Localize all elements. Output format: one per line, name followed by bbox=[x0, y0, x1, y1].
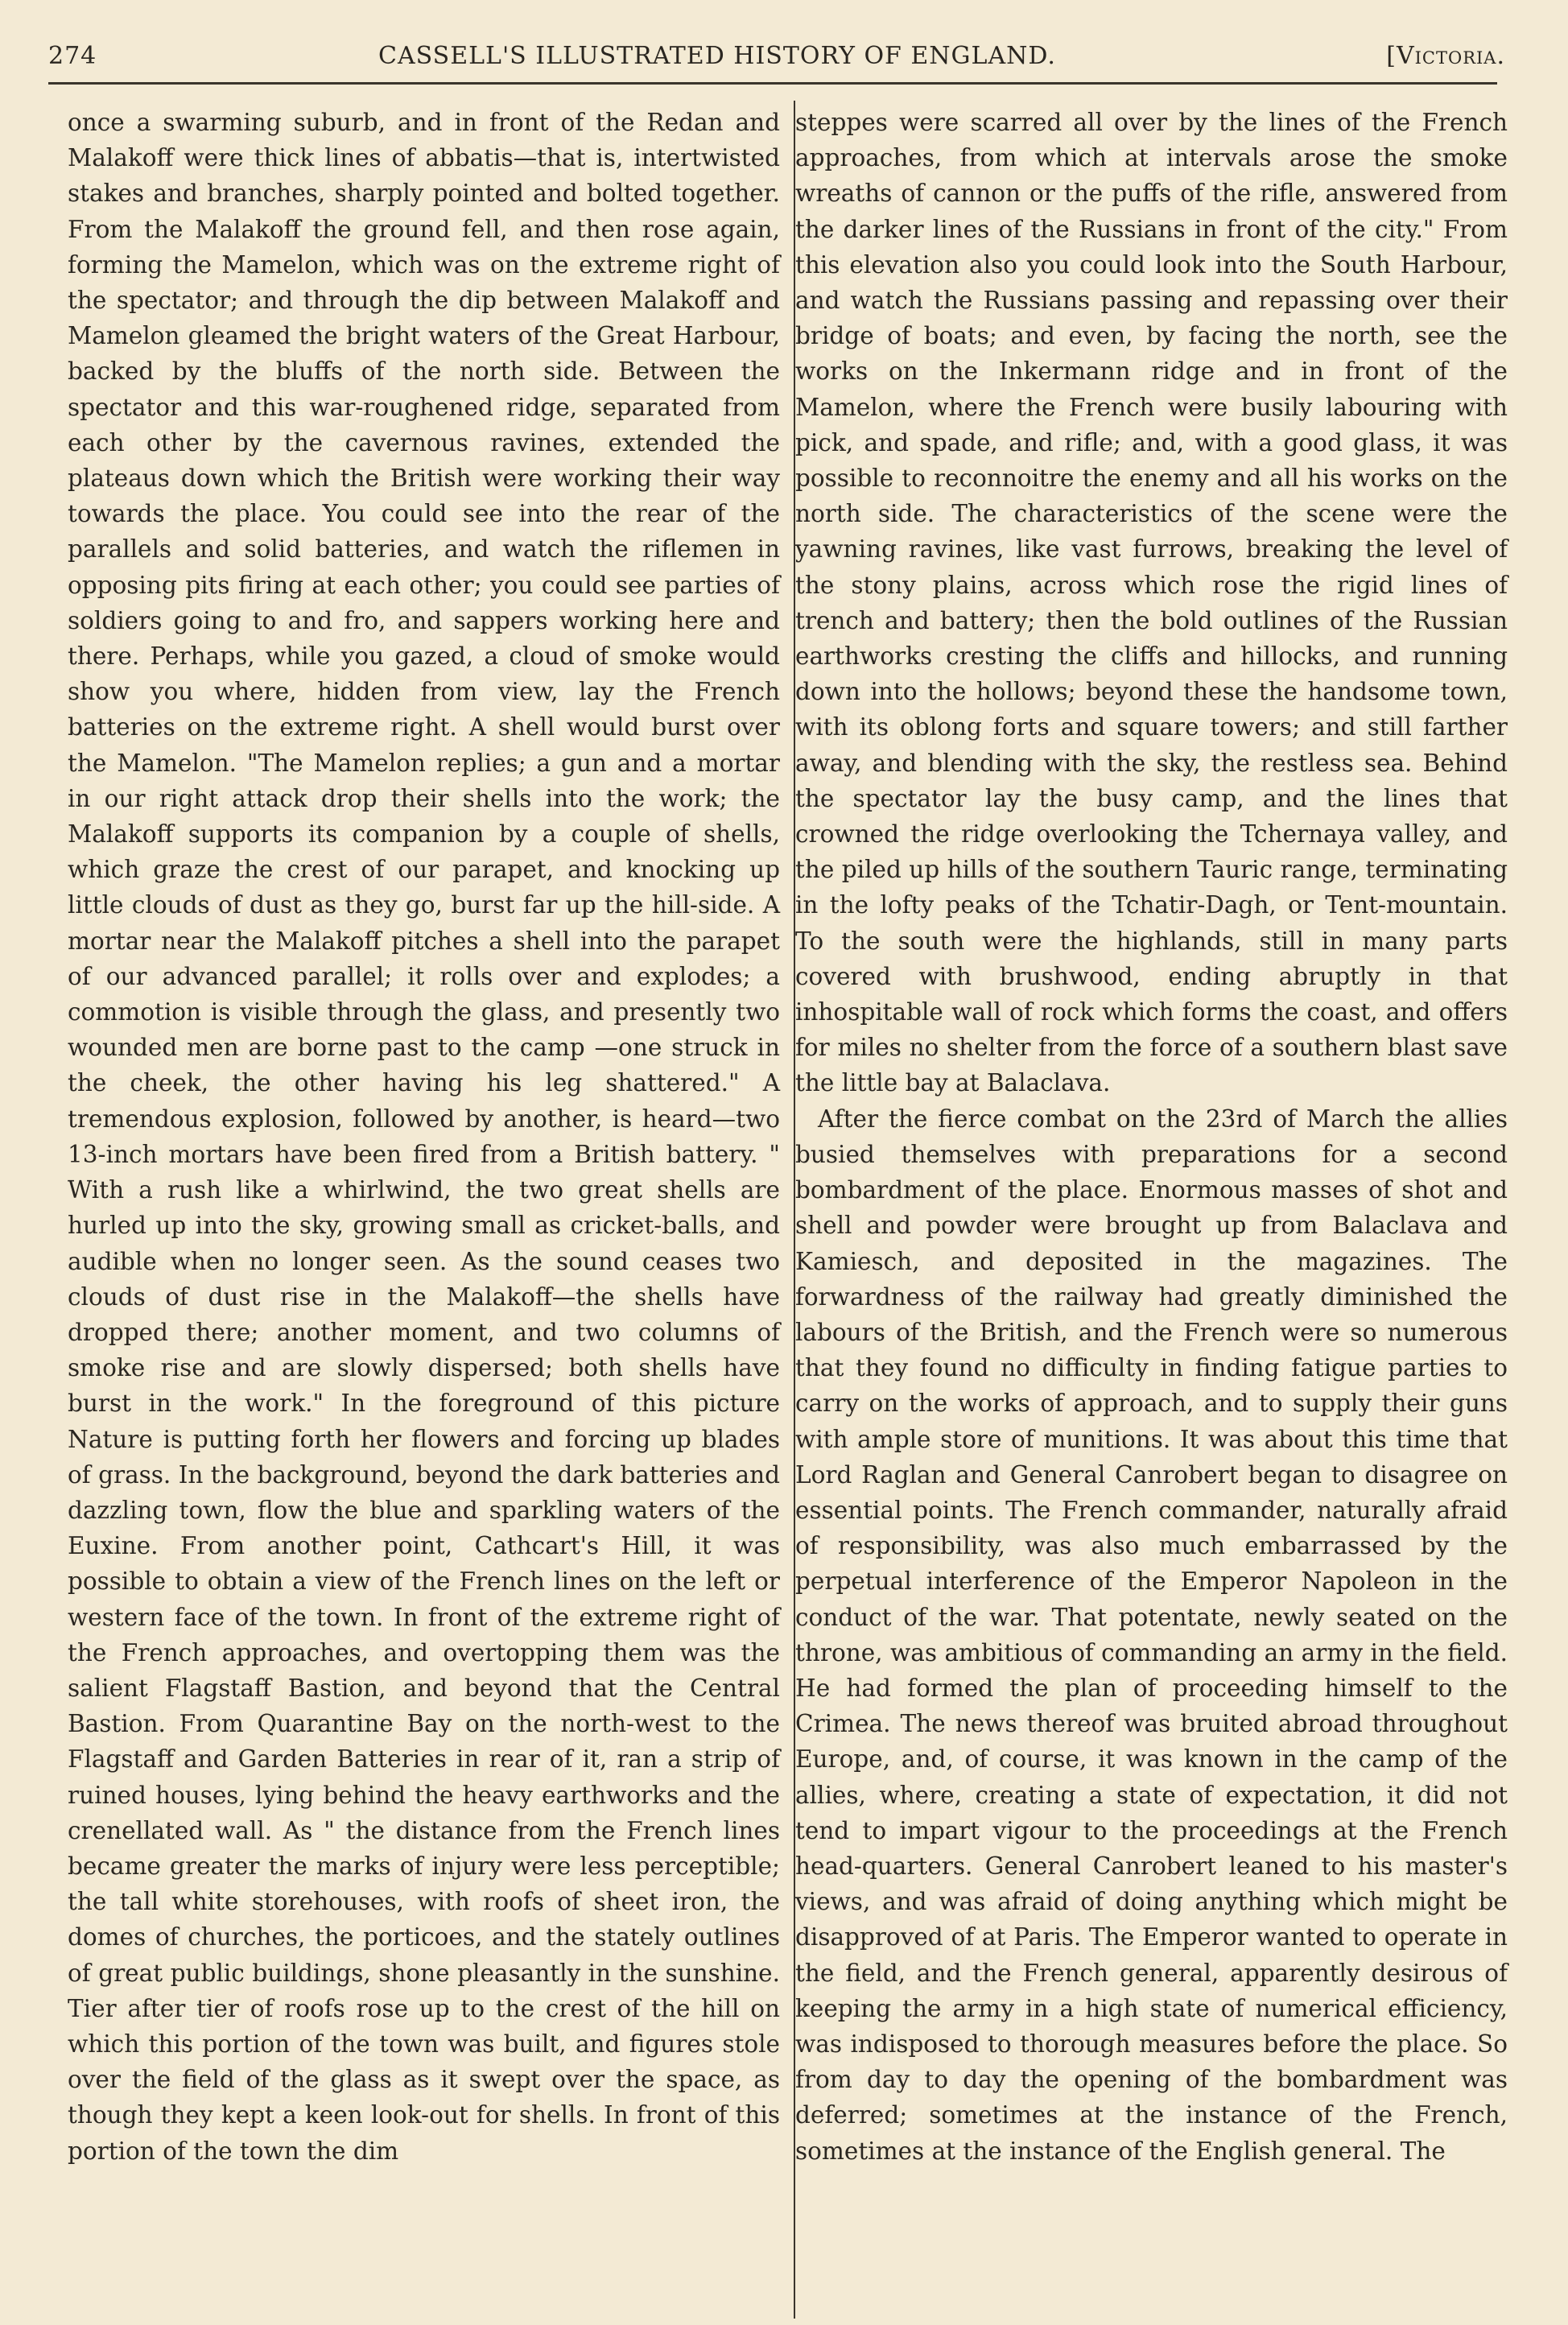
running-title: CASSELL'S ILLUSTRATED HISTORY OF ENGLAND. bbox=[378, 42, 1056, 70]
left-column bbox=[68, 105, 780, 2169]
running-header bbox=[48, 42, 1505, 79]
section-label: [Victoria. bbox=[1386, 42, 1505, 70]
left-paragraph-1: once a swarming suburb, and in front of the Redan and Malakoff were thick lines of abbatis—that is, intertwisted stakes and branches, sharply pointed and bolted together. From the Malakoff the ground fell, and then rose again, forming the Mamelon, which was on the extreme right of the spectator; and through the dip between Malakoff and Mamelon gleamed the bright waters of the Great Harbour, backed by the bluffs of the north side. Between the spectator and this war-roughened ridge, separated from each other by the cavernous ravines, extended the plateaus down which the British were working their way towards the place. You could see into the rear of the parallels and solid batteries, and watch the riflemen in opposing pits firing at each other; you could see parties of soldiers going to and fro, and sappers working here and there. Perhaps, while you gazed, a cloud of smoke would show you where, hidden from view, lay the French batteries on the extreme right. A shell would burst over the Mamelon. "The Mamelon replies; a gun and a mortar in our right attack drop their shells into the work; the Malakoff supports its companion by a couple of shells, which graze the crest of our parapet, and knocking up little clouds of dust as they go, burst far up the hill-side. A mortar near the Malakoff pitches a shell into the parapet of our advanced parallel; it rolls over and explodes; a commotion is visible through the glass, and presently two wounded men are borne past to the camp —one struck in the cheek, the other having his leg shattered." A tremendous explosion, followed by another, is heard—two 13-inch mortars have been fired from a British battery. " With a rush like a whirlwind, the two great shells are hurled up into the sky, growing small as cricket-balls, and audible when no longer seen. As the sound ceases two clouds of dust rise in the Malakoff—the shells have dropped there; another moment, and two columns of smoke rise and are slowly dispersed; both shells have burst in the work." In the foreground of this picture Nature is putting forth her flowers and forcing up blades of grass. In the background, beyond the dark batteries and dazzling town, flow the blue and sparkling waters of the Euxine. From another point, Cathcart's Hill, it was possible to obtain a view of the French lines on the left or western face of the town. In front of the extreme right of the French approaches, and overtopping them was the salient Flagstaff Bastion, and beyond that the Central Bastion. From Quarantine Bay on the north-west to the Flagstaff and Garden Batteries in rear of it, ran a strip of ruined houses, lying behind the heavy earthworks and the crenellated wall. As " the distance from the French lines became greater the marks of injury were less perceptible; the tall white storehouses, with roofs of sheet iron, the domes of churches, the porticoes, and the stately outlines of great public buildings, shone pleasantly in the sunshine. Tier after tier of roofs rose up to the crest of the hill on which this portion of the town was built, and figures stole over the field of the glass as it swept over the space, as though they kept a keen look-out for shells. In front of this portion of the town the dim bbox=[68, 109, 780, 2165]
page-number: 274 bbox=[48, 42, 97, 70]
right-paragraph-1: steppes were scarred all over by the lines of the French approaches, from which at intervals arose the smoke wreaths of cannon or the puffs of the rifle, answered from the darker lines of the Russians in front of the city." From this elevation also you could look into the South Harbour, and watch the Russians passing and repassing over their bridge of boats; and even, by facing the north, see the works on the Inkermann ridge and in front of the Mamelon, where the French were busily labouring with pick, and spade, and rifle; and, with a good glass, it was possible to reconnoitre the enemy and all his works on the north side. The characteristics of the scene were the yawning ravines, like vast furrows, breaking the level of the stony plains, across which rose the rigid lines of trench and battery; then the bold outlines of the Russian earthworks cresting the cliffs and hillocks, and running down into the hollows; beyond these the handsome town, with its oblong forts and square towers; and still farther away, and blending with the sky, the restless sea. Behind the spectator lay the busy camp, and the lines that crowned the ridge overlooking the Tchernaya valley, and the piled up hills of the southern Tauric range, terminating in the lofty peaks of the Tchatir-Dagh, or Tent-mountain. To the south were the highlands, still in many parts covered with brushwood, ending abruptly in that inhospitable wall of rock which forms the coast, and offers for miles no shelter from the force of a southern blast save the little bay at Balaclava. bbox=[795, 109, 1508, 1097]
header-rule bbox=[48, 82, 1497, 85]
right-column bbox=[795, 105, 1508, 2169]
right-paragraph-2: After the fierce combat on the 23rd of March the allies busied themselves with preparations for a second bombardment of the place. Enormous masses of shot and shell and powder were brought up from Balaclava and Kamiesch, and deposited in the magazines. The forwardness of the railway had greatly diminished the labours of the British, and the French were so numerous that they found no difficulty in finding fatigue parties to carry on the works of approach, and to supply their guns with ample store of munitions. It was about this time that Lord Raglan and General Canrobert began to disagree on essential points. The French commander, naturally afraid of responsibility, was also much embarrassed by the perpetual interference of the Emperor Napoleon in the conduct of the war. That potentate, newly seated on the throne, was ambitious of commanding an army in the field. He had formed the plan of proceeding himself to the Crimea. The news thereof was bruited abroad throughout Europe, and, of course, it was known in the camp of the allies, where, creating a state of expectation, it did not tend to impart vigour to the proceedings at the French head-quarters. General Canrobert leaned to his master's views, and was afraid of doing anything which might be disapproved of at Paris. The Emperor wanted to operate in the field, and the French general, apparently desirous of keeping the army in a high state of numerical efficiency, was indisposed to thorough measures before the place. So from day to day the opening of the bombardment was deferred; sometimes at the instance of the French, sometimes at the instance of the English general. The bbox=[795, 1105, 1508, 2165]
